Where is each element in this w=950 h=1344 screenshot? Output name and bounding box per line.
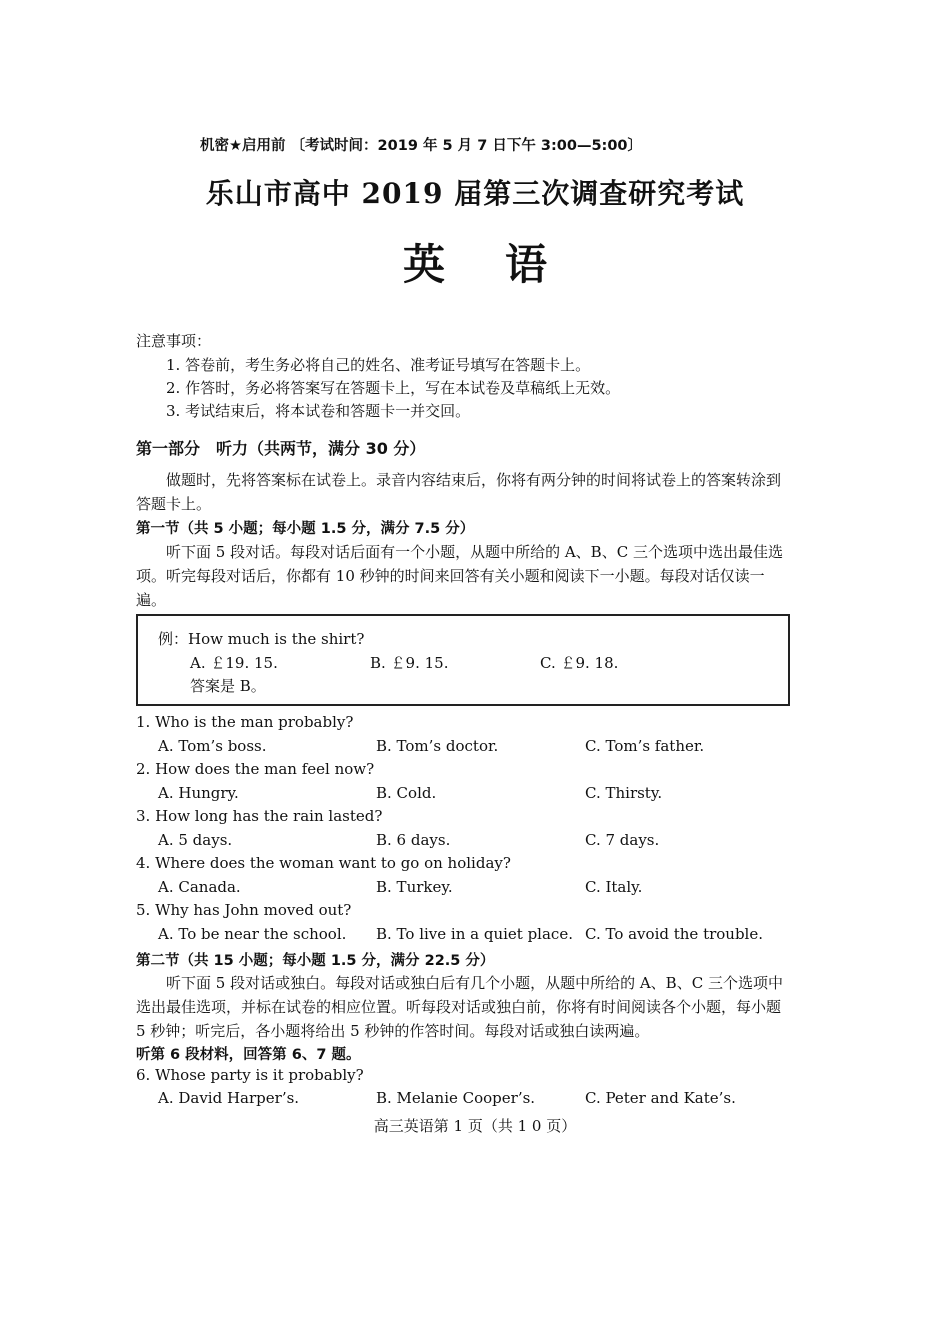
q2-option-a: A. Hungry. [158, 784, 239, 802]
section2-instruction: 听下面 5 段对话或独白。每段对话或独白后有几个小题，从题中所给的 A、B、C 三个选项中选出最佳选项，并标在试卷的相应位置。听每段对话或独白前，你将有时间阅读各个小题，每小题 5 秒钟；听完后，各小题将给出 5 秒钟的作答时间。每段对话或独白读两遍。 [136, 974, 783, 1040]
q5-option-b: B. To live in a quiet place. [376, 925, 573, 943]
q4-option-c: C. Italy. [585, 878, 643, 896]
exam-title: 乐山市高中 2019 届第三次调查研究考试 [205, 177, 745, 210]
part1-instruction: 做题时，先将答案标在试卷上。录音内容结束后，你将有两分钟的时间将试卷上的答案转涂到答题卡上。 [136, 471, 782, 513]
example-option-b: B. ￡9. 15. [370, 654, 449, 672]
question-2: 2. How does the man feel now? [136, 760, 375, 778]
question-5: 5. Why has John moved out? [136, 901, 352, 919]
q4-option-b: B. Turkey. [376, 878, 453, 896]
material-note: 听第 6 段材料，回答第 6、7 题。 [136, 1047, 361, 1063]
section1-instruction: 听下面 5 段对话。每段对话后面有一个小题，从题中所给的 A、B、C 三个选项中选出最佳选项。听完每段对话后，你都有 10 秒钟的时间来回答有关小题和阅读下一小题。每段对话仅读一遍。 [136, 543, 783, 609]
q3-option-a: A. 5 days. [158, 831, 233, 849]
q5-option-c: C. To avoid the trouble. [585, 925, 764, 943]
exam-time: 〔考试时间：2019 年 5 月 7 日下午 3:00—5:00〕 [290, 138, 643, 154]
q1-option-a: A. Tom’s boss. [158, 737, 267, 755]
section1-heading: 第一节（共 5 小题；每小题 1.5 分，满分 7.5 分） [136, 521, 475, 537]
q2-option-c: C. Thirsty. [585, 784, 663, 802]
q1-option-b: B. Tom’s doctor. [376, 737, 499, 755]
note-item: 3. 考试结束后，将本试卷和答题卡一并交回。 [166, 402, 471, 420]
example-option-c: C. ￡9. 18. [540, 654, 619, 672]
part1-heading: 第一部分 听力（共两节，满分 30 分） [136, 439, 426, 458]
q6-option-c: C. Peter and Kate’s. [585, 1089, 736, 1107]
notes-heading: 注意事项： [136, 332, 212, 350]
exam-header [200, 134, 642, 155]
page-footer: 高三英语第 1 页（共 1 0 页） [373, 1117, 577, 1135]
section2-heading: 第二节（共 15 小题；每小题 1.5 分，满分 22.5 分） [136, 953, 495, 969]
example-option-a: A. ￡19. 15. [190, 654, 278, 672]
question-1: 1. Who is the man probably? [136, 713, 354, 731]
example-box [136, 614, 790, 706]
example-question: 例：How much is the shirt? [158, 630, 365, 648]
q6-option-a: A. David Harper’s. [158, 1089, 300, 1107]
question-4: 4. Where does the woman want to go on holiday? [136, 854, 511, 872]
subject-title: 英语 [402, 240, 607, 289]
q5-option-a: A. To be near the school. [158, 925, 347, 943]
question-6: 6. Whose party is it probably? [136, 1066, 364, 1084]
note-item: 1. 答卷前，考生务必将自己的姓名、准考证号填写在答题卡上。 [166, 356, 591, 374]
example-answer: 答案是 B。 [190, 677, 266, 695]
q3-option-c: C. 7 days. [585, 831, 660, 849]
q6-option-b: B. Melanie Cooper’s. [376, 1089, 536, 1107]
note-item: 2. 作答时，务必将答案写在答题卡上，写在本试卷及草稿纸上无效。 [166, 379, 621, 397]
q1-option-c: C. Tom’s father. [585, 737, 705, 755]
q4-option-a: A. Canada. [158, 878, 241, 896]
confidential-label: 机密★启用前 [200, 138, 286, 154]
question-3: 3. How long has the rain lasted? [136, 807, 383, 825]
q3-option-b: B. 6 days. [376, 831, 451, 849]
q2-option-b: B. Cold. [376, 784, 437, 802]
